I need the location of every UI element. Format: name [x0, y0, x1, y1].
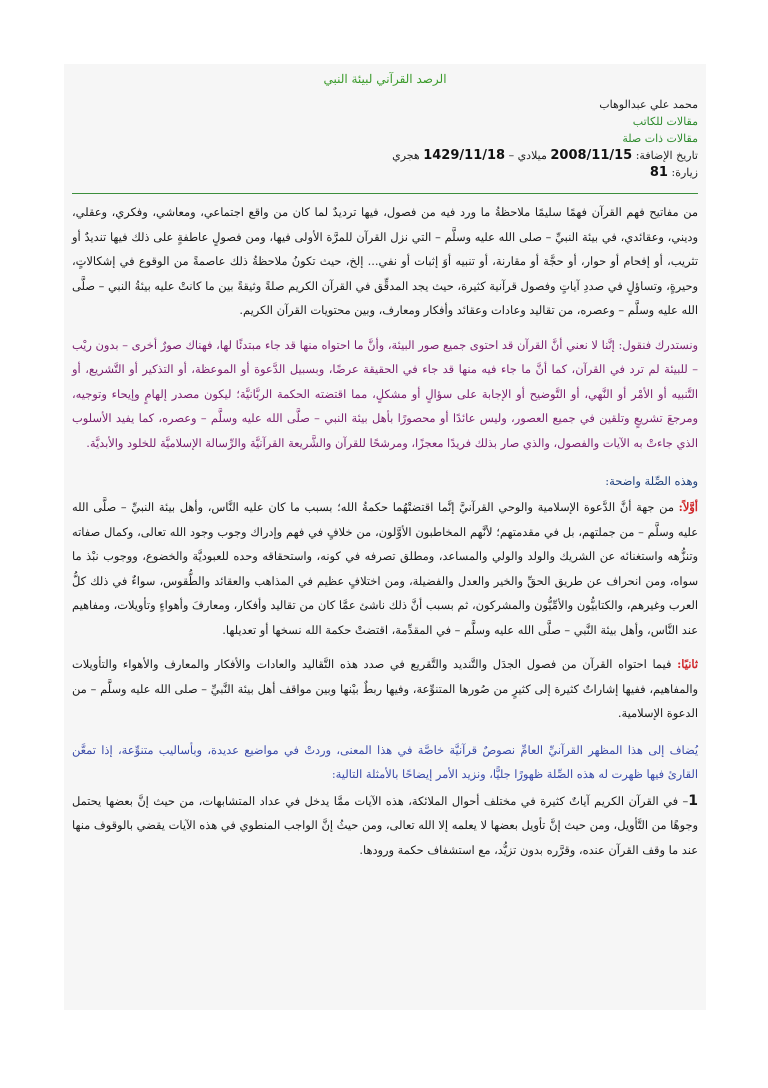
paragraph-intro: من مفاتيح فهم القرآن فهمًا سليمًا ملاحظةُ ما ورد فيه من فصول، فيها ترديدٌ لما كان من واقع اجتماعي، ومعاشي، وفكري، وعقلي، وديني، وعقائدي، في بيئة النبيِّ – صلى الله عليه وسلَّم – التي نزل القرآن للمرَّة الأولى فيها، ومن فصولٍ عاطفةٍ على ذلك فيها تنديدٌ أو تثريب، أو إفحام أو حوار، أو حجَّة أو مقارنة، أو تنبيه أوَ إثبات أو نفي... إلخ، حيث تكونُ ملاحظةُ ذلك عاصمةً من الوقوع في إشكالاتٍ، وحيرةٍ، وتساؤلٍ في صددِ آياتٍ وفصول قرآنية كثيرة، حيث يجد المدقِّق في القرآن الكريم صلةً وثيقةً بين ما كانتْ عليه بيئةُ النبي – صلَّى الله عليه وسلَّم – وعصره، من تقاليد وعادات وعقائد وأفكار ومعارف، وبين محتويات القرآن الكريم. — [72, 205, 698, 317]
visits-label: زيارة: — [671, 166, 698, 179]
article-meta — [72, 96, 698, 181]
author-articles-link[interactable]: مقالات للكاتب — [632, 115, 698, 128]
divider — [72, 193, 698, 194]
date-gregorian: 2008/11/15 — [550, 148, 633, 163]
gregorian-suffix: ميلادي – — [508, 149, 547, 162]
section-heading: وهذه الصِّلة واضحة: — [605, 474, 698, 488]
paragraph-examples-intro: يُضاف إلى هذا المظهر القرآنيِّ العامِّ نصوصٌ قرآنيَّة خاصَّة في هذا المعنى، وردتْ في مواضيع عديدة، وبأساليب متنوِّعة، إذا تمعَّن القارئ فيها ظهرت له هذه الصِّلة ظهورًا جليًّا، ونزيد الأمر إيضاحًا بالأمثلة التالية: — [72, 742, 698, 781]
visits-value: 81 — [649, 165, 668, 180]
first-point-text: من جهة أنَّ الدَّعوة الإسلامية والوحي القرآنيَّ إنَّما اقتضتْهُما حكمةُ الله؛ بسبب ما كان عليه النَّاس، وأهل بيئة النبيِّ – صلَّى الله عليه وسلَّم – من جملتهم، بل في مقدمتهم؛ لأنَّهم المخاطبون الأوَّلون، من خلافٍ في فهم وإدراك وجوب وجود الله تعالى، وكمال صفاته وتنزُّهه واستغنائه عن الشريك والولد والولي والمساعد، ومطلق تصرفه في كونه، واستحقاقه وحده للعبوديَّة والخضوع، ووجوب نبْذ ما سواه، ومن انحراف عن طريق الحقِّ والخير والعدل والفضيلة، ومن اختلافٍ عظيم في المذاهب والعقائد والطُّقوس، سواءٌ في ذلك كلُّ العرب وغيرهم، والكتابيُّون والأمِّيُّون والمشركون، ثم بسبب أنَّ ذلك ناشئ عمَّا كان من تقاليد وأفكار، ومعارفَ وأهواءٍ وتأويلات، ومفاهيم عند النَّاس، وأهل بيئة النَّبي – صلَّى الله عليه وسلَّم – في المقدِّمة، اقتضتْ حكمة الله نسخها أو تعديلها. — [72, 500, 698, 637]
second-point-text: فيما احتواه القرآن من فصول الجدَل والتَّنديد والتَّقريع في صدد هذه التَّقاليد والعادات والأفكار والمعارف والأهواء والتأويلات والمفاهيم، ففيها إشاراتٌ كثيرة إلى كثيرٍ من صُورها المتنوِّعة، وفيها ربطٌ بيْنها وبين مواقف أهل بيئة النَّبيِّ – صلى الله عليه وسلَّم – من الدعوة الإسلامية. — [72, 657, 698, 720]
first-point-marker: أوَّلاً: — [678, 500, 698, 514]
paragraph-first-point — [72, 495, 698, 642]
article-page — [64, 64, 706, 1010]
publish-date — [72, 147, 698, 164]
visits-count — [72, 164, 698, 181]
date-hijri: 1429/11/18 — [423, 148, 506, 163]
article-title: الرصد القرآني لبيئة النبي — [323, 72, 447, 86]
date-label: تاريخ الإضافة: — [635, 149, 698, 162]
paragraph-example-1 — [72, 789, 698, 863]
paragraph-second-point — [72, 652, 698, 726]
author-name[interactable]: محمد علي عبدالوهاب — [599, 98, 698, 111]
example-text: – في القرآن الكريم آياتٌ كثيرة في مختلف أحوال الملائكة، هذه الآيات ممَّا يدخل في عداد المتشابهات، من حيث إنَّ بعضها يحتمل وجوهًا من التَّأويل، ومن حيث إنَّ تأويل بعضها لا يعلمه إلا الله تعالى، ومن حيثُ إنَّ الواجب المنطوي في هذه الآيات يقضي بالوقوف منها عند ما وقف القرآن عنده، وقرَّره بدون تزيُّد، مع استشفاف حكمة ورودها. — [72, 793, 698, 857]
related-articles-link[interactable]: مقالات ذات صلة — [622, 132, 698, 145]
second-point-marker: ثانيًا: — [677, 657, 699, 671]
hijri-suffix: هجري — [392, 149, 420, 162]
example-number: 1 — [688, 792, 698, 809]
paragraph-clarification: ونستدرك فنقول: إنَّنا لا نعني أنَّ القرآن قد احتوى جميع صور البيئة، وأنَّ ما احتواه منها قد جاء مبتدئًا لها، فهناك صورٌ أخرى – بدون ريْب – للبيئة لم ترد في القرآن، كما أنَّ ما جاء فيه منها قد جاء في الحقيقة عرضًا، وبسبيل الدَّعوة أو الموعظة، أو التذكير أو التَّشريع، أو التَّنبيه أو الأمْر أو النَّهي، أو التَّوضيح أو الإجابة على سؤالٍ أو مشكلٍ، مما اقتضته الحكمة الربَّانيَّة؛ ليكون مصدر إلهامٍ وإيحاء وتوجيه، ومرجعَ تشريعٍ وتلقين في جميع العصور، وليس عائدًا أو محصورًا بأهل بيئة النبي – صلَّى الله عليه وسلَّم – وعصره، كما يفيد الأسلوب الذي جاءتْ به الآيات والفصول، والذي صار بذلك فريدًا معجزًا، ومرشحًا للقرآن والشَّريعة القرآنيَّة والرِّسالة الإسلاميَّة للخلود والأبديَّة. — [72, 337, 698, 450]
